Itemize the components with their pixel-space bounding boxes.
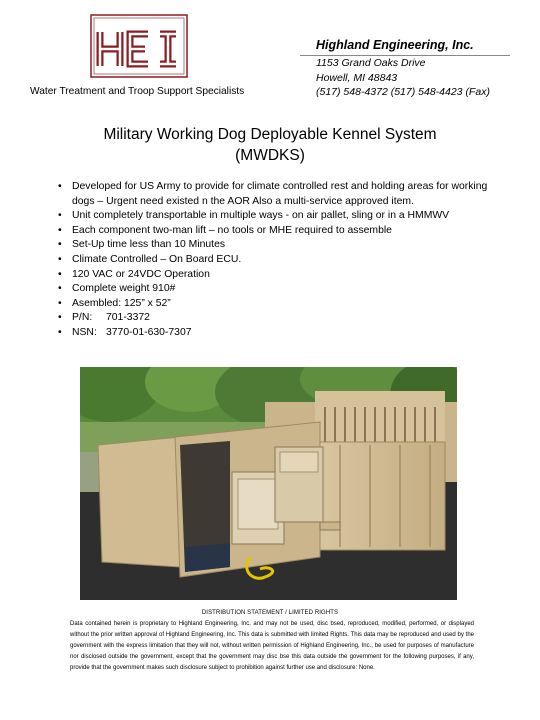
document-subtitle: (MWDKS) <box>235 147 305 164</box>
kennel-photo <box>80 367 457 600</box>
list-item: • 120 VAC or 24VDC Operation <box>58 268 488 283</box>
address-line2: Howell, MI 48843 <box>316 72 398 84</box>
list-item: • Each component two-man lift – no tools or MHE required to assemble <box>58 224 488 239</box>
list-item-nsn <box>58 326 488 341</box>
company-tagline: Water Treatment and Troop Support Specialists <box>30 86 245 97</box>
pn-label: P/N: <box>72 312 93 324</box>
list-item: • Complete weight 910# <box>58 282 488 297</box>
header-divider <box>300 55 510 56</box>
distribution-body: Data contained herein is proprietary to Highland Engineering, Inc. and may not be used, disc bsed, reproduced, modified, performed, or displayed without the prior written approval of Highland Engineering, Inc. This data is submitted with limited Rights. This data may be reproduced and used by the government with the express limitation that they will not, without written permission of Highland Engineering, Inc., be used for purposes of manufacture nor disclosed outside the government, except that the government may disc bse this data outside the government for the following purposes, if any, provide that the government makes such disclosure subject to prohibition against further use and disclosure: None. <box>70 621 474 671</box>
company-name: Highland Engineering, Inc. <box>316 38 474 52</box>
address-line1: 1153 Grand Oaks Drive <box>316 57 426 69</box>
list-item: • Unit completely transportable in multiple ways - on air pallet, sling or in a HMMWV <box>58 209 488 224</box>
distribution-title: DISTRIBUTION STATEMENT / LIMITED RIGHTS <box>201 610 339 616</box>
hei-logo <box>90 14 188 78</box>
list-item-pn <box>58 311 488 326</box>
feature-list <box>58 180 488 341</box>
list-item: • Climate Controlled – On Board ECU. <box>58 253 488 268</box>
list-item: • Asembled: 125” x 52” <box>58 297 488 312</box>
document-title: Military Working Dog Deployable Kennel System <box>103 126 437 143</box>
nsn-label: NSN: <box>72 326 97 338</box>
list-item: • Set-Up time less than 10 Minutes <box>58 238 488 253</box>
list-item: • Developed for US Army to provide for climate controlled rest and holding areas for working dogs – Urgent need existed n the AOR Also a multi-service approved item. <box>58 180 488 209</box>
pn-value: 701-3372 <box>106 312 150 324</box>
phone-fax: (517) 548-4372 (517) 548-4423 (Fax) <box>316 86 490 98</box>
nsn-value: 3770-01-630-7307 <box>106 326 192 338</box>
